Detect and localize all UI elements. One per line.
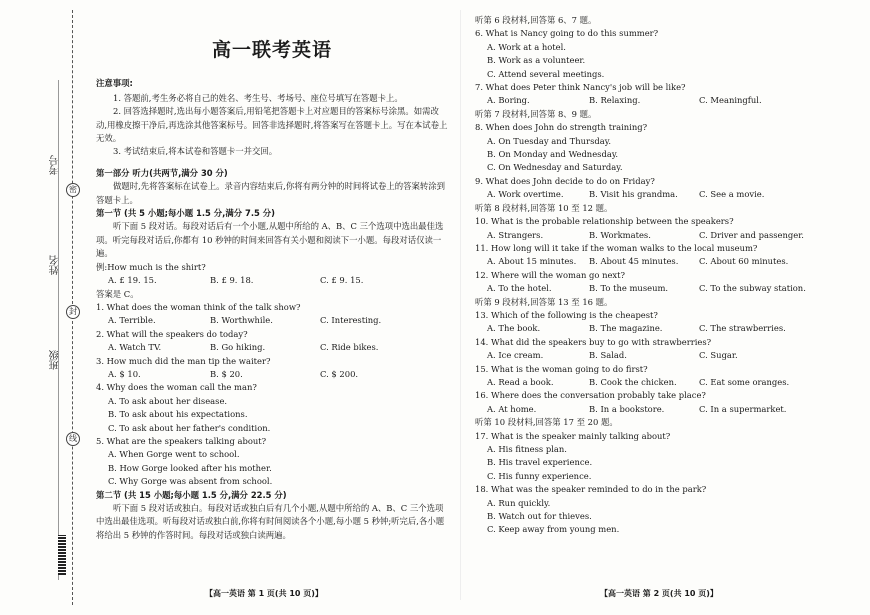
example-options xyxy=(96,274,448,287)
option: C. Eat some oranges. xyxy=(699,376,790,387)
option: C. Ride bikes. xyxy=(320,342,379,353)
option: A. At home. xyxy=(487,403,537,414)
part1-heading: 第一部分 听力(共两节,满分 30 分) xyxy=(96,167,228,178)
option: B. To the museum. xyxy=(589,283,669,294)
seal-mark-3: 线 xyxy=(66,432,80,446)
example-question: 例:How much is the shirt? xyxy=(96,261,206,272)
option: A. Work at a hotel. xyxy=(487,41,566,52)
option: C. About 60 minutes. xyxy=(699,256,789,267)
option: B. Work as a volunteer. xyxy=(487,55,586,66)
section1-heading: 第一节 (共 5 小题;每小题 1.5 分,满分 7.5 分) xyxy=(96,208,275,219)
question-options xyxy=(475,376,815,389)
option: B. Worthwhile. xyxy=(210,315,273,326)
question-options xyxy=(475,255,815,268)
question-options xyxy=(475,322,815,335)
note-item: 1. 答题前,考生务必将自己的姓名、考生号、考场号、座位号填写在答题卡上。 xyxy=(113,92,403,103)
option: A. Ice cream. xyxy=(487,350,544,361)
name-label: 姓名 xyxy=(50,255,61,275)
question: 13. Which of the following is the cheapest? xyxy=(475,309,658,320)
option: A. Read a book. xyxy=(487,376,554,387)
question: 5. What are the speakers talking about? xyxy=(96,435,267,446)
option: A. To ask about her disease. xyxy=(108,395,228,406)
question-options xyxy=(475,403,815,416)
question-options xyxy=(475,349,815,362)
page-footer-2: 【高一英语 第 2 页(共 10 页)】 xyxy=(600,589,718,598)
column-divider xyxy=(460,10,461,600)
question-options xyxy=(475,282,815,295)
question-options xyxy=(96,368,448,381)
page-title: 高一联考英语 xyxy=(211,39,332,61)
question: 16. Where does the conversation probably take place? xyxy=(475,390,706,401)
option: B. Cook the chicken. xyxy=(589,376,677,387)
option: B. To ask about his expectations. xyxy=(108,409,248,420)
option: A. Run quickly. xyxy=(487,497,551,508)
left-column xyxy=(96,14,448,542)
option: B. £ 9. 18. xyxy=(210,275,254,286)
question: 7. What does Peter think Nancy's job will be like? xyxy=(475,82,686,93)
question: 9. What does John decide to do on Friday? xyxy=(475,175,655,186)
question-options xyxy=(96,341,448,354)
option: B. Relaxing. xyxy=(589,95,641,106)
option: B. How Gorge looked after his mother. xyxy=(108,462,272,473)
question-options xyxy=(475,229,815,242)
question: 17. What is the speaker mainly talking about? xyxy=(475,430,671,441)
option: C. In a supermarket. xyxy=(699,403,787,414)
option: A. Strangers. xyxy=(487,229,544,240)
question: 2. What will the speakers do today? xyxy=(96,328,248,339)
notes-heading: 注意事项: xyxy=(96,78,133,89)
seal-mark-2: 封 xyxy=(66,305,80,319)
option: C. Sugar. xyxy=(699,350,738,361)
section2-heading: 第二节 (共 15 小题;每小题 1.5 分,满分 22.5 分) xyxy=(96,489,287,500)
material-heading: 听第 10 段材料,回答第 17 至 20 题。 xyxy=(475,417,618,428)
option: A. Boring. xyxy=(487,95,530,106)
option: A. Work overtime. xyxy=(487,189,564,200)
option: B. On Monday and Wednesday. xyxy=(487,149,619,160)
option: C. Interesting. xyxy=(320,315,382,326)
binding-strip xyxy=(0,0,92,615)
option: C. On Wednesday and Saturday. xyxy=(487,162,623,173)
question-options xyxy=(475,188,815,201)
question: 10. What is the probable relationship between the speakers? xyxy=(475,216,734,227)
option: A. $ 10. xyxy=(108,368,141,379)
option: B. Watch out for thieves. xyxy=(487,511,592,522)
option: C. The strawberries. xyxy=(699,323,786,334)
section2-description: 听下面 5 段对话或独白。每段对话或独白后有几个小题,从题中所给的 A、B、C 三个选项中选出最佳选项。听每段对话或独白前,你将有时间阅读各个小题,每小题 5 秒钟;听完后,各小题将给出 5 秒钟的作答时间。每段对话或独白读两遍。 xyxy=(96,503,445,540)
question-options xyxy=(96,314,448,327)
option: A. About 15 minutes. xyxy=(487,256,577,267)
class-label: 班级 xyxy=(50,350,61,370)
question: 12. Where will the woman go next? xyxy=(475,269,626,280)
option: C. See a movie. xyxy=(699,189,765,200)
option: B. Workmates. xyxy=(589,229,651,240)
option: A. To the hotel. xyxy=(487,283,552,294)
option: B. $ 20. xyxy=(210,368,243,379)
option: C. Keep away from young men. xyxy=(487,524,620,535)
question: 1. What does the woman think of the talk show? xyxy=(96,301,301,312)
option: B. Go hiking. xyxy=(210,342,266,353)
material-heading: 听第 8 段材料,回答第 10 至 12 题。 xyxy=(475,202,613,213)
material-heading: 听第 7 段材料,回答第 8、9 题。 xyxy=(475,108,597,119)
section1-description: 听下面 5 段对话。每段对话后有一个小题,从题中所给的 A、B、C 三个选项中选出最佳选项。听完每段对话后,你都有 10 秒钟的时间来回答有关小题和阅读下一小题。每段对话仅读一遍。 xyxy=(96,221,444,259)
note-item: 3. 考试结束后,将本试卷和答题卡一并交回。 xyxy=(113,146,278,157)
seal-mark-1: 密 xyxy=(66,183,80,197)
question: 3. How much did the man tip the waiter? xyxy=(96,355,271,366)
option: B. About 45 minutes. xyxy=(589,256,679,267)
example-answer: 答案是 C。 xyxy=(96,288,139,299)
option: A. Watch TV. xyxy=(108,342,162,353)
material-heading: 听第 6 段材料,回答第 6、7 题。 xyxy=(475,15,597,25)
option: A. £ 19. 15. xyxy=(108,275,157,286)
option: C. To the subway station. xyxy=(699,283,806,294)
right-column xyxy=(475,14,815,537)
option: C. His funny experience. xyxy=(487,470,592,481)
question: 11. How long will it take if the woman walks to the local museum? xyxy=(475,242,758,253)
part1-description: 做题时,先将答案标在试卷上。录音内容结束后,你将有两分钟的时间将试卷上的答案转涂到答题卡上。 xyxy=(96,181,445,205)
option: B. Salad. xyxy=(589,350,627,361)
option: A. On Tuesday and Thursday. xyxy=(487,135,611,146)
option: C. Meaningful. xyxy=(699,95,762,106)
option: C. Why Gorge was absent from school. xyxy=(108,476,273,487)
option: A. The book. xyxy=(487,323,541,334)
option: B. In a bookstore. xyxy=(589,403,665,414)
question: 18. What was the speaker reminded to do in the park? xyxy=(475,484,707,495)
option: A. Terrible. xyxy=(108,315,156,326)
page-footer-1: 【高一英语 第 1 页(共 10 页)】 xyxy=(205,589,323,598)
option: A. His fitness plan. xyxy=(487,444,567,454)
question-options xyxy=(475,94,815,107)
option: B. Visit his grandma. xyxy=(589,189,678,200)
option: A. When Gorge went to school. xyxy=(108,449,240,460)
option: B. His travel experience. xyxy=(487,457,593,468)
option: B. The magazine. xyxy=(589,323,663,334)
option: C. $ 200. xyxy=(320,368,359,379)
option: C. Attend several meetings. xyxy=(487,68,605,79)
question: 4. Why does the woman call the man? xyxy=(96,382,257,393)
note-item: 2. 回答选择题时,选出每小题答案后,用铅笔把答题卡上对应题目的答案标号涂黑。如需改动,用橡皮擦干净后,再选涂其他答案标号。回答非选择题时,将答案写在答题卡上。写在本试卷上无效。 xyxy=(96,106,448,144)
material-heading: 听第 9 段材料,回答第 13 至 16 题。 xyxy=(475,296,613,307)
option: C. To ask about her father's condition. xyxy=(108,422,271,433)
option: C. Driver and passenger. xyxy=(699,229,804,240)
question: 15. What is the woman going to do first? xyxy=(475,363,648,374)
question: 8. When does John do strength training? xyxy=(475,122,648,133)
question: 14. What did the speakers buy to go with strawberries? xyxy=(475,336,712,347)
exam-number-label: 考号 xyxy=(50,155,61,175)
barcode-icon xyxy=(58,535,66,575)
question: 6. What is Nancy going to do this summer? xyxy=(475,28,659,39)
option: C. £ 9. 15. xyxy=(320,275,364,286)
